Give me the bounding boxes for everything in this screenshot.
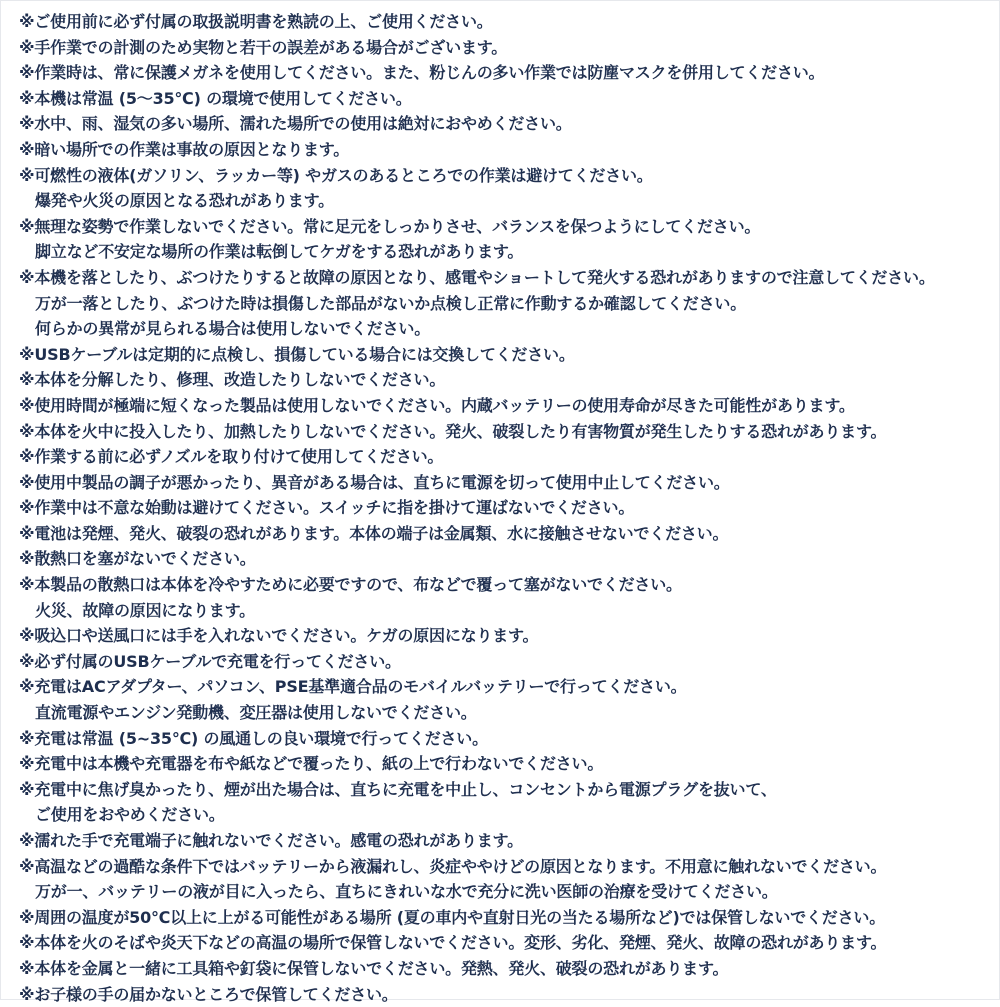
- notice-item: ※水中、雨、湿気の多い場所、濡れた場所での使用は絶対におやめください。: [19, 114, 572, 134]
- notice-item: ※使用中製品の調子が悪かったり、異音がある場合は、直ちに電源を切って使用中止してください。: [19, 472, 730, 492]
- notice-item: ※お子様の手の届かないところで保管してください。: [19, 984, 398, 1004]
- notice-item: ※本機は常温 (5〜35℃) の環境で使用してください。: [19, 88, 412, 108]
- notice-continuation-line: 脚立など不安定な場所の作業は転倒してケガをする恐れがあります。: [35, 242, 524, 262]
- notice-item: ※本体を金属と一緒に工具箱や釘袋に保管しないでください。発熱、発火、破裂の恐れがあります。: [19, 958, 729, 978]
- notice-item: ※本体を火中に投入したり、加熱したりしないでください。発火、破裂したり有害物質が発生したりする恐れがあります。: [19, 421, 887, 441]
- notice-item: ※作業中は不意な始動は避けてください。スイッチに指を掛けて運ばないでください。: [19, 498, 635, 518]
- notice-item: ※作業する前に必ずノズルを取り付けて使用してください。: [19, 447, 444, 467]
- notice-item: ※本製品の散熱口は本体を冷やすために必要ですので、布などで覆って塞がないでください。: [19, 575, 682, 595]
- notice-item: ※本体を火のそばや炎天下などの高温の場所で保管しないでください。変形、劣化、発煙、発火、故障の恐れがあります。: [19, 933, 887, 953]
- notice-continuation-line: 火災、故障の原因になります。: [35, 600, 255, 620]
- notice-item: ※可燃性の液体(ガソリン、ラッカー等) やガスのあるところでの作業は避けてください。: [19, 165, 653, 185]
- notice-item: ※無理な姿勢で作業しないでください。常に足元をしっかりさせ、バランスを保つようにしてください。: [19, 216, 761, 236]
- notice-item: ※充電はACアダプター、パソコン、PSE基準適合品のモバイルバッテリーで行ってください。: [19, 677, 687, 697]
- notice-continuation-line: 直流電源やエンジン発動機、変圧器は使用しないでください。: [35, 703, 477, 723]
- notice-item: ※散熱口を塞がないでください。: [19, 549, 256, 569]
- notice-item: ※作業時は、常に保護メガネを使用してください。また、粉じんの多い作業では防塵マスクを併用してください。: [19, 63, 825, 83]
- notice-continuation-line: 何らかの異常が見られる場合は使用しないでください。: [35, 319, 431, 339]
- notice-item: ※本機を落としたり、ぶつけたりすると故障の原因となり、感電やショートして発火する恐れがありますので注意してください。: [19, 267, 935, 287]
- notice-item: ※必ず付属のUSBケーブルで充電を行ってください。: [19, 651, 401, 671]
- notice-item: ※本体を分解したり、修理、改造したりしないでください。: [19, 370, 446, 390]
- notice-item: ※USBケーブルは定期的に点検し、損傷している場合には交換してください。: [19, 344, 575, 364]
- notice-item: ※充電は常温 (5~35℃) の風通しの良い環境で行ってください。: [19, 728, 488, 748]
- notice-item: ※吸込口や送風口には手を入れないでください。ケガの原因になります。: [19, 626, 539, 646]
- notice-item: ※電池は発煙、発火、破裂の恐れがあります。本体の端子は金属類、水に接触させないでください。: [19, 523, 729, 543]
- notice-continuation-line: 爆発や火災の原因となる恐れがあります。: [35, 191, 334, 211]
- notice-item: ※充電中は本機や充電器を布や紙などで覆ったり、紙の上で行わないでください。: [19, 754, 604, 774]
- notice-item: ※周囲の温度が50℃以上に上がる可能性がある場所 (夏の車内や直射日光の当たる場所など)では保管しないでください。: [19, 907, 885, 927]
- notice-continuation-line: ご使用をおやめください。: [35, 805, 225, 825]
- notice-continuation-line: 万が一落としたり、ぶつけた時は損傷した部品がないか点検し正常に作動するか確認してください。: [35, 293, 747, 313]
- notice-item: ※暗い場所での作業は事故の原因となります。: [19, 139, 350, 159]
- notice-item: ※使用時間が極端に短くなった製品は使用しないでください。内蔵バッテリーの使用寿命が尽きた可能性があります。: [19, 395, 855, 415]
- notice-item: ※ご使用前に必ず付属の取扱説明書を熟読の上、ご使用ください。: [19, 12, 493, 31]
- notice-item: ※手作業での計測のため実物と若干の誤差がある場合がございます。: [19, 37, 508, 57]
- notice-continuation-line: 万が一、バッテリーの液が目に入ったら、直ちにきれいな水で充分に洗い医師の治療を受けてください。: [35, 882, 778, 902]
- notice-item: ※充電中に焦げ臭かったり、煙が出た場合は、直ちに充電を中止し、コンセントから電源プラグを抜いて、: [19, 779, 777, 799]
- notice-item: ※濡れた手で充電端子に触れないでください。感電の恐れがあります。: [19, 831, 523, 850]
- safety-notice-list: [19, 9, 935, 1007]
- notice-item: ※高温などの過酷な条件下ではバッテリーから液漏れし、炎症ややけどの原因となります。不用意に触れないでください。: [19, 856, 887, 876]
